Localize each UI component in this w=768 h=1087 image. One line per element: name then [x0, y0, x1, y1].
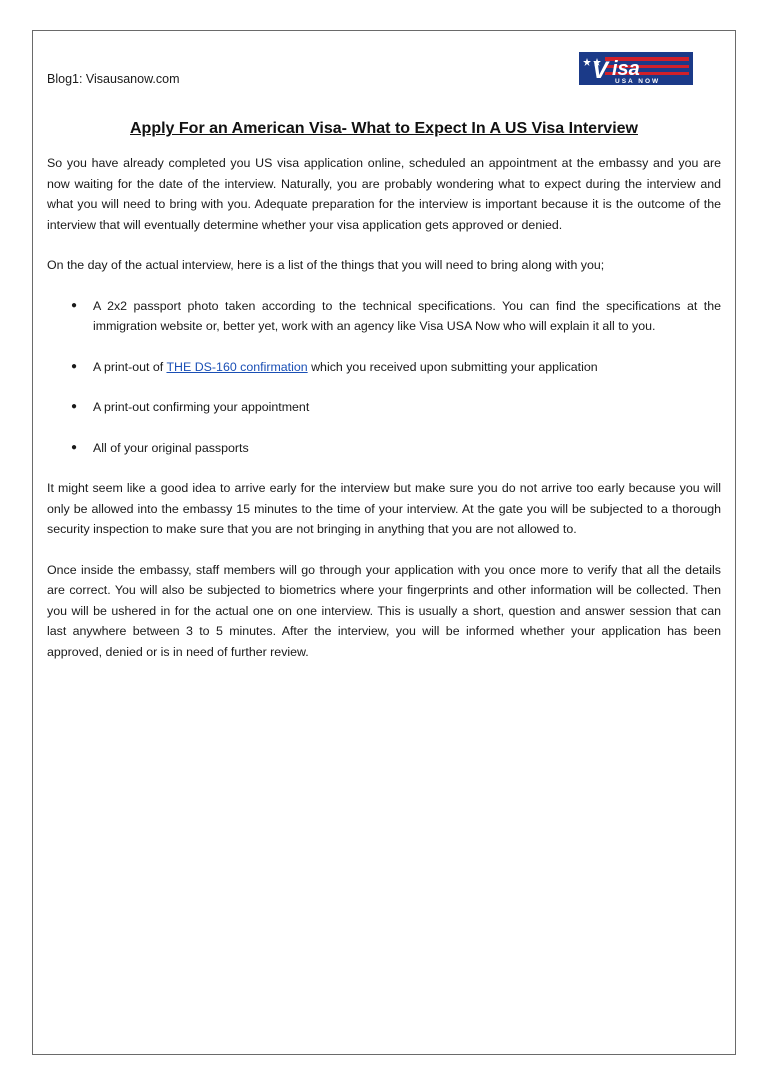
header-label: Blog1: Visausanow.com: [47, 72, 180, 86]
svg-text:V: V: [592, 57, 609, 84]
embassy-paragraph: Once inside the embassy, staff members will go through your application with you once more to verify that all the details are correct. You will also be subjected to biometrics where your fingerprints and other information will be collected. Then you will be ushered in for the actual one on one interview. This is usually a short, question and answer session that can last anywhere between 3 to 5 minutes. After the interview, you will be informed whether your application has been approved, denied or is in need of further review.: [47, 562, 721, 659]
article-body: [47, 153, 721, 682]
list-intro-paragraph: On the day of the actual interview, here is a list of the things that you will need to bring along with you;: [47, 258, 605, 272]
bullet-icon: ●: [71, 299, 78, 311]
list-item-text-before: A print-out of: [93, 359, 167, 374]
intro-paragraph: So you have already completed you US visa application online, scheduled an appointment at the embassy and you are now waiting for the date of the interview. Naturally, you are probably wondering what to expect during the interview and what you will need to bring with you. Adequate preparation for the interview is important because it is the outcome of the interview that will eventually determine whether your visa application gets approved or denied.: [47, 156, 721, 232]
logo-sub-text: USA NOW: [615, 78, 661, 85]
list-item: [71, 296, 721, 337]
list-item: [71, 397, 721, 418]
bullet-icon: ●: [71, 360, 78, 372]
list-item: [71, 438, 721, 459]
visa-usa-now-logo: [579, 52, 693, 85]
logo-graphic: [579, 52, 693, 85]
list-item-text-after: which you received upon submitting your application: [307, 359, 598, 374]
article-title: Apply For an American Visa- What to Expect In A US Visa Interview: [130, 120, 638, 137]
list-item-text: A print-out confirming your appointment: [93, 400, 310, 414]
bullet-icon: ●: [71, 441, 78, 453]
arrival-paragraph: It might seem like a good idea to arrive early for the interview but make sure you do not arrive too early because you will only be allowed into the embassy 15 minutes to the time of your interview. At the gate you will be subjected to a thorough security inspection to make sure that you are not bringing in anything that you are not allowed to.: [47, 481, 721, 536]
logo-main-text: isa: [612, 58, 640, 80]
list-item-text: A 2x2 passport photo taken according to the technical specifications. You can find the specifications at the immigration website or, better yet, work with an agency like Visa USA Now who will explain it all to you.: [93, 298, 721, 333]
requirements-list: [47, 296, 721, 459]
list-item: [71, 357, 721, 378]
ds160-confirmation-link[interactable]: THE DS-160 confirmation: [166, 359, 308, 374]
bullet-icon: ●: [71, 401, 78, 412]
list-item-text: All of your original passports: [93, 440, 249, 455]
